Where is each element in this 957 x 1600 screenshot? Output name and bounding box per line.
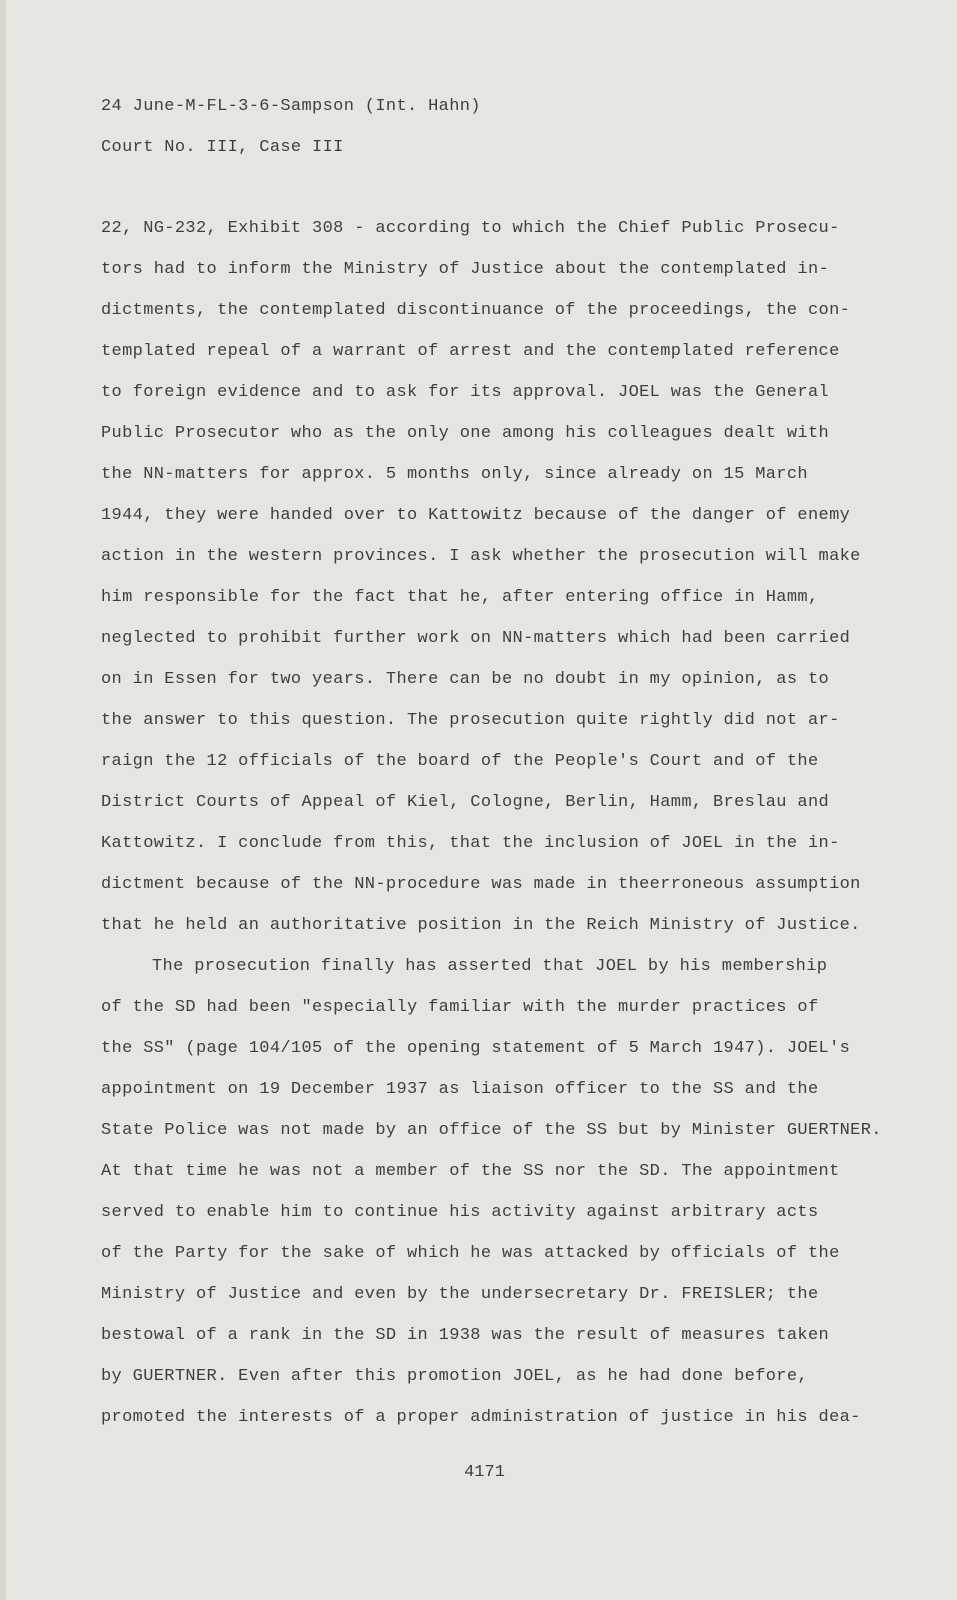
body-line-paragraph-start: The prosecution finally has asserted that JOEL by his membership xyxy=(152,957,828,976)
page-number: 4171 xyxy=(464,1463,505,1482)
body-line: raign the 12 officials of the board of the People's Court and of the xyxy=(101,752,819,771)
header-line-1: 24 June-M-FL-3-6-Sampson (Int. Hahn) xyxy=(101,97,481,116)
body-line: 1944, they were handed over to Kattowitz because of the danger of enemy xyxy=(101,506,851,525)
body-line: of the SD had been "especially familiar with the murder practices of xyxy=(101,998,819,1017)
body-line: Public Prosecutor who as the only one among his colleagues dealt with xyxy=(101,424,830,443)
body-line: appointment on 19 December 1937 as liaison officer to the SS and the xyxy=(101,1080,819,1099)
body-line: served to enable him to continue his activity against arbitrary acts xyxy=(101,1203,819,1222)
body-line: tors had to inform the Ministry of Justice about the contemplated in- xyxy=(101,260,830,279)
body-line: the SS" (page 104/105 of the opening statement of 5 March 1947). JOEL's xyxy=(101,1039,851,1058)
body-line: 22, NG-232, Exhibit 308 - according to which the Chief Public Prosecu- xyxy=(101,219,840,238)
body-line: that he held an authoritative position in the Reich Ministry of Justice. xyxy=(101,916,861,935)
body-line: dictments, the contemplated discontinuance of the proceedings, the con- xyxy=(101,301,851,320)
body-line: bestowal of a rank in the SD in 1938 was the result of measures taken xyxy=(101,1326,830,1345)
body-line: templated repeal of a warrant of arrest and the contemplated reference xyxy=(101,342,840,361)
body-line: District Courts of Appeal of Kiel, Cologne, Berlin, Hamm, Breslau and xyxy=(101,793,830,812)
body-line: Ministry of Justice and even by the undersecretary Dr. FREISLER; the xyxy=(101,1285,819,1304)
body-line: action in the western provinces. I ask whether the prosecution will make xyxy=(101,547,861,566)
body-line: At that time he was not a member of the SS nor the SD. The appointment xyxy=(101,1162,840,1181)
body-line: neglected to prohibit further work on NN-matters which had been carried xyxy=(101,629,851,648)
body-line: the NN-matters for approx. 5 months only, since already on 15 March xyxy=(101,465,808,484)
body-line: Kattowitz. I conclude from this, that the inclusion of JOEL in the in- xyxy=(101,834,840,853)
body-line: to foreign evidence and to ask for its approval. JOEL was the General xyxy=(101,383,830,402)
body-line: on in Essen for two years. There can be no doubt in my opinion, as to xyxy=(101,670,830,689)
body-line: the answer to this question. The prosecution quite rightly did not ar- xyxy=(101,711,840,730)
body-line: by GUERTNER. Even after this promotion JOEL, as he had done before, xyxy=(101,1367,808,1386)
body-line: State Police was not made by an office of the SS but by Minister GUERTNER. xyxy=(101,1121,882,1140)
body-line: dictment because of the NN-procedure was made in theerroneous assumption xyxy=(101,875,861,894)
body-line: promoted the interests of a proper administration of justice in his dea- xyxy=(101,1408,861,1427)
body-line: him responsible for the fact that he, after entering office in Hamm, xyxy=(101,588,819,607)
body-line: of the Party for the sake of which he was attacked by officials of the xyxy=(101,1244,840,1263)
header-line-2: Court No. III, Case III xyxy=(101,138,344,157)
